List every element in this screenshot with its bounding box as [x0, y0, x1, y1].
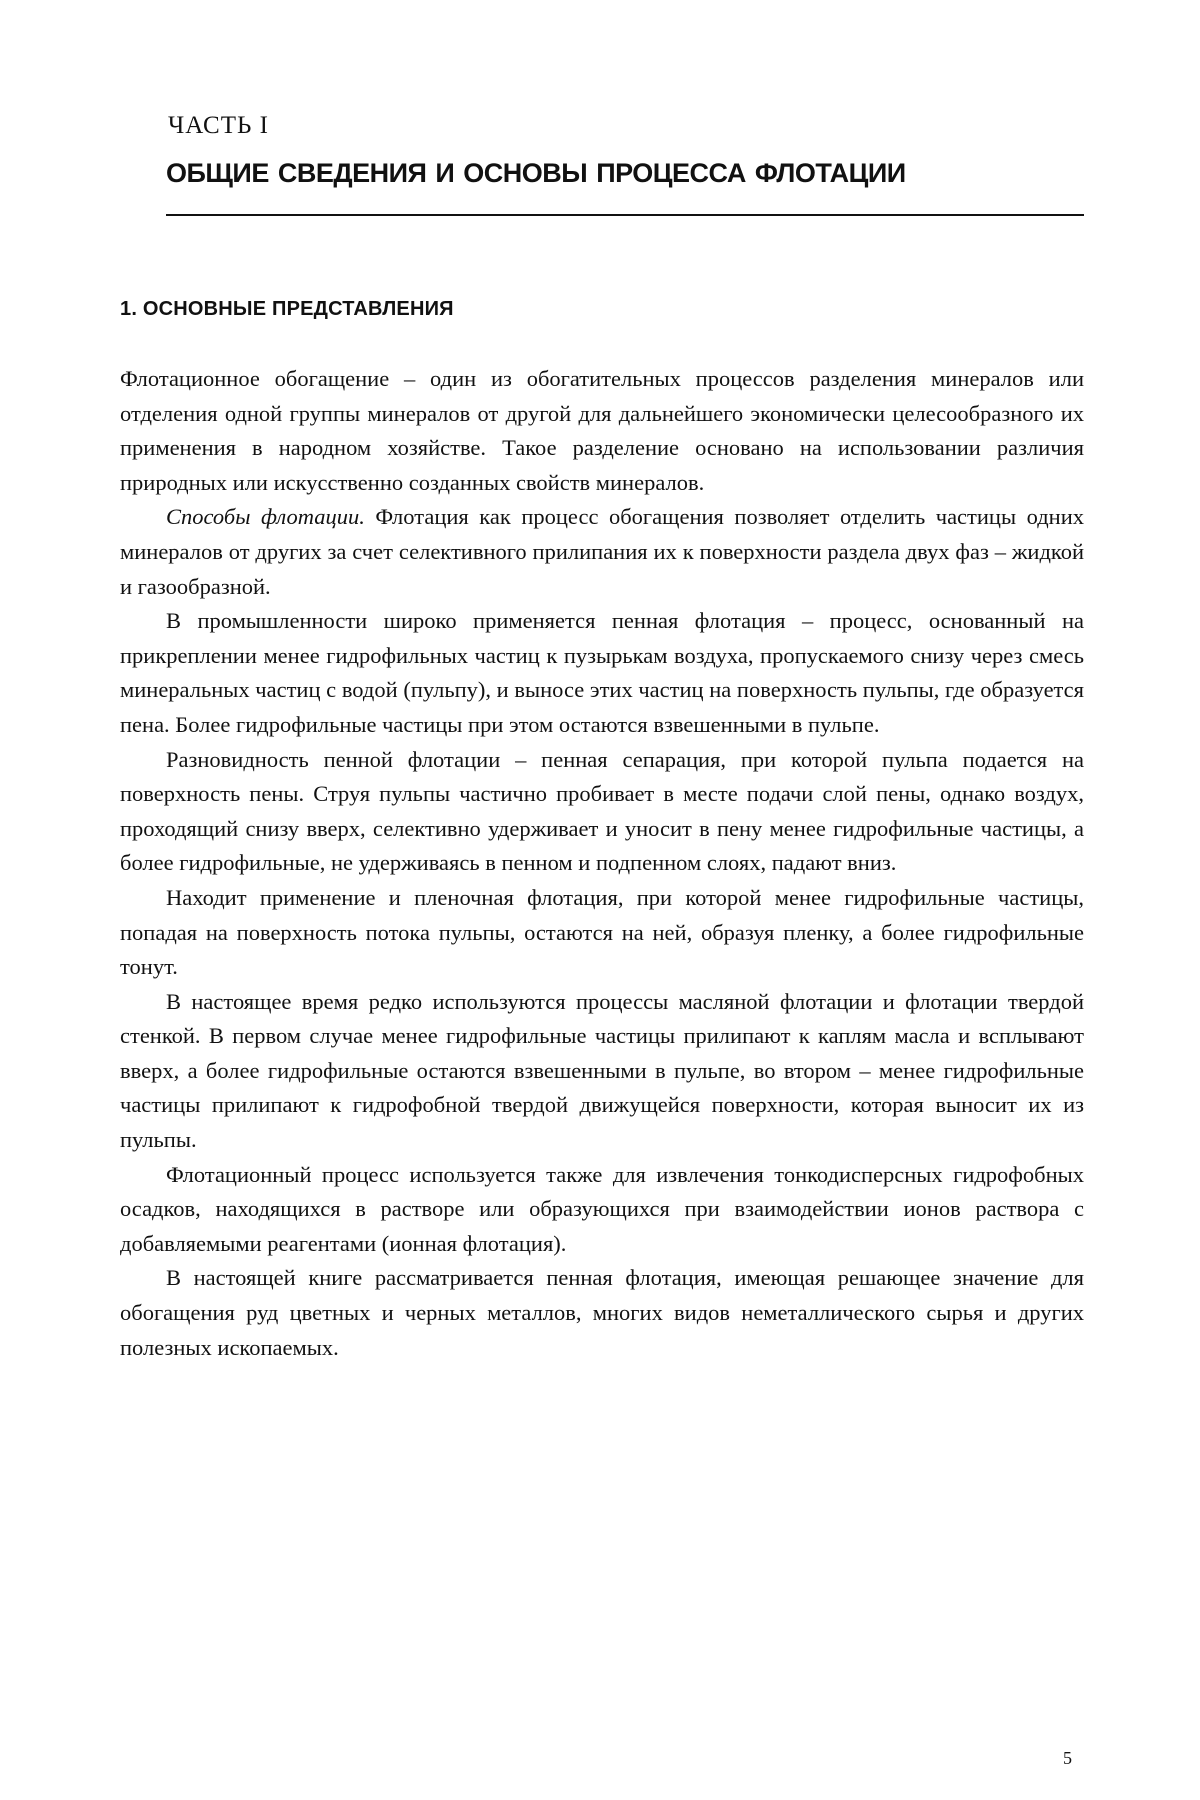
paragraph-3: В промышленности широко применяется пенная флотация – процесс, основанный на прикреплении менее гидрофильных частиц к пузырькам воздуха, пропускаемого снизу через смесь минеральных частиц с водой (пульпу), и выносе этих частиц на поверхность пульпы, где образуется пена. Более гидрофильные частицы при этом остаются взвешенными в пульпе. [120, 608, 1084, 737]
paragraph-2 [120, 500, 1084, 604]
paragraph-4: Разновидность пенной флотации – пенная сепарация, при которой пульпа подается на поверхность пены. Струя пульпы частично пробивает в месте подачи слой пены, однако воздух, проходящий снизу вверх, селективно удерживает и уносит в пену менее гидрофильные частицы, а более гидрофильные, не удерживаясь в пенном и подпенном слоях, падают вниз. [120, 746, 1084, 876]
part-title: ОБЩИЕ СВЕДЕНИЯ И ОСНОВЫ ПРОЦЕССА ФЛОТАЦИИ [166, 158, 906, 188]
paragraph-2-italic-lead: Способы флотации. [166, 504, 365, 530]
section-heading: 1. ОСНОВНЫЕ ПРЕДСТАВЛЕНИЯ [120, 298, 454, 320]
part-label: ЧАСТЬ I [168, 112, 269, 139]
body-text [120, 362, 1084, 1365]
paragraph-6: В настоящее время редко используются процессы масляной флотации и флотации твердой стенкой. В первом случае менее гидрофильные частицы прилипают к каплям масла и всплывают вверх, а более гидрофильные остаются взвешенными в пульпе, во втором – менее гидрофильные частицы прилипают к гидрофобной твердой движущейся поверхности, которая выносит их из пульпы. [120, 988, 1084, 1153]
paragraph-5: Находит применение и пленочная флотация, при которой менее гидрофильные частицы, попадая на поверхность потока пульпы, остаются на ней, образуя пленку, а более гидрофильные тонут. [120, 884, 1084, 980]
paragraph-7: Флотационный процесс используется также для извлечения тонкодисперсных гидрофобных осадков, находящихся в растворе или образующихся при взаимодействии ионов раствора с добавляемыми реагентами (ионная флотация). [120, 1161, 1084, 1256]
title-divider [166, 214, 1084, 216]
paragraph-8: В настоящей книге рассматривается пенная флотация, имеющая решающее значение для обогащения руд цветных и черных металлов, многих видов неметаллического сырья и других полезных ископаемых. [120, 1265, 1084, 1360]
paragraph-1: Флотационное обогащение – один из обогатительных процессов разделения минералов или отделения одной группы минералов от другой для дальнейшего экономически целесообразного их применения в народном хозяйстве. Такое разделение основано на использовании различия природных или искусственно созданных свойств минералов. [120, 366, 1084, 495]
paragraph-2-text: Флотация как процесс обогащения позволяет отделить частицы одних минералов от других за счет селективного прилипания их к поверхности раздела двух фаз – жидкой и газообразной. [120, 504, 1084, 599]
page-number: 5 [1063, 1748, 1072, 1768]
